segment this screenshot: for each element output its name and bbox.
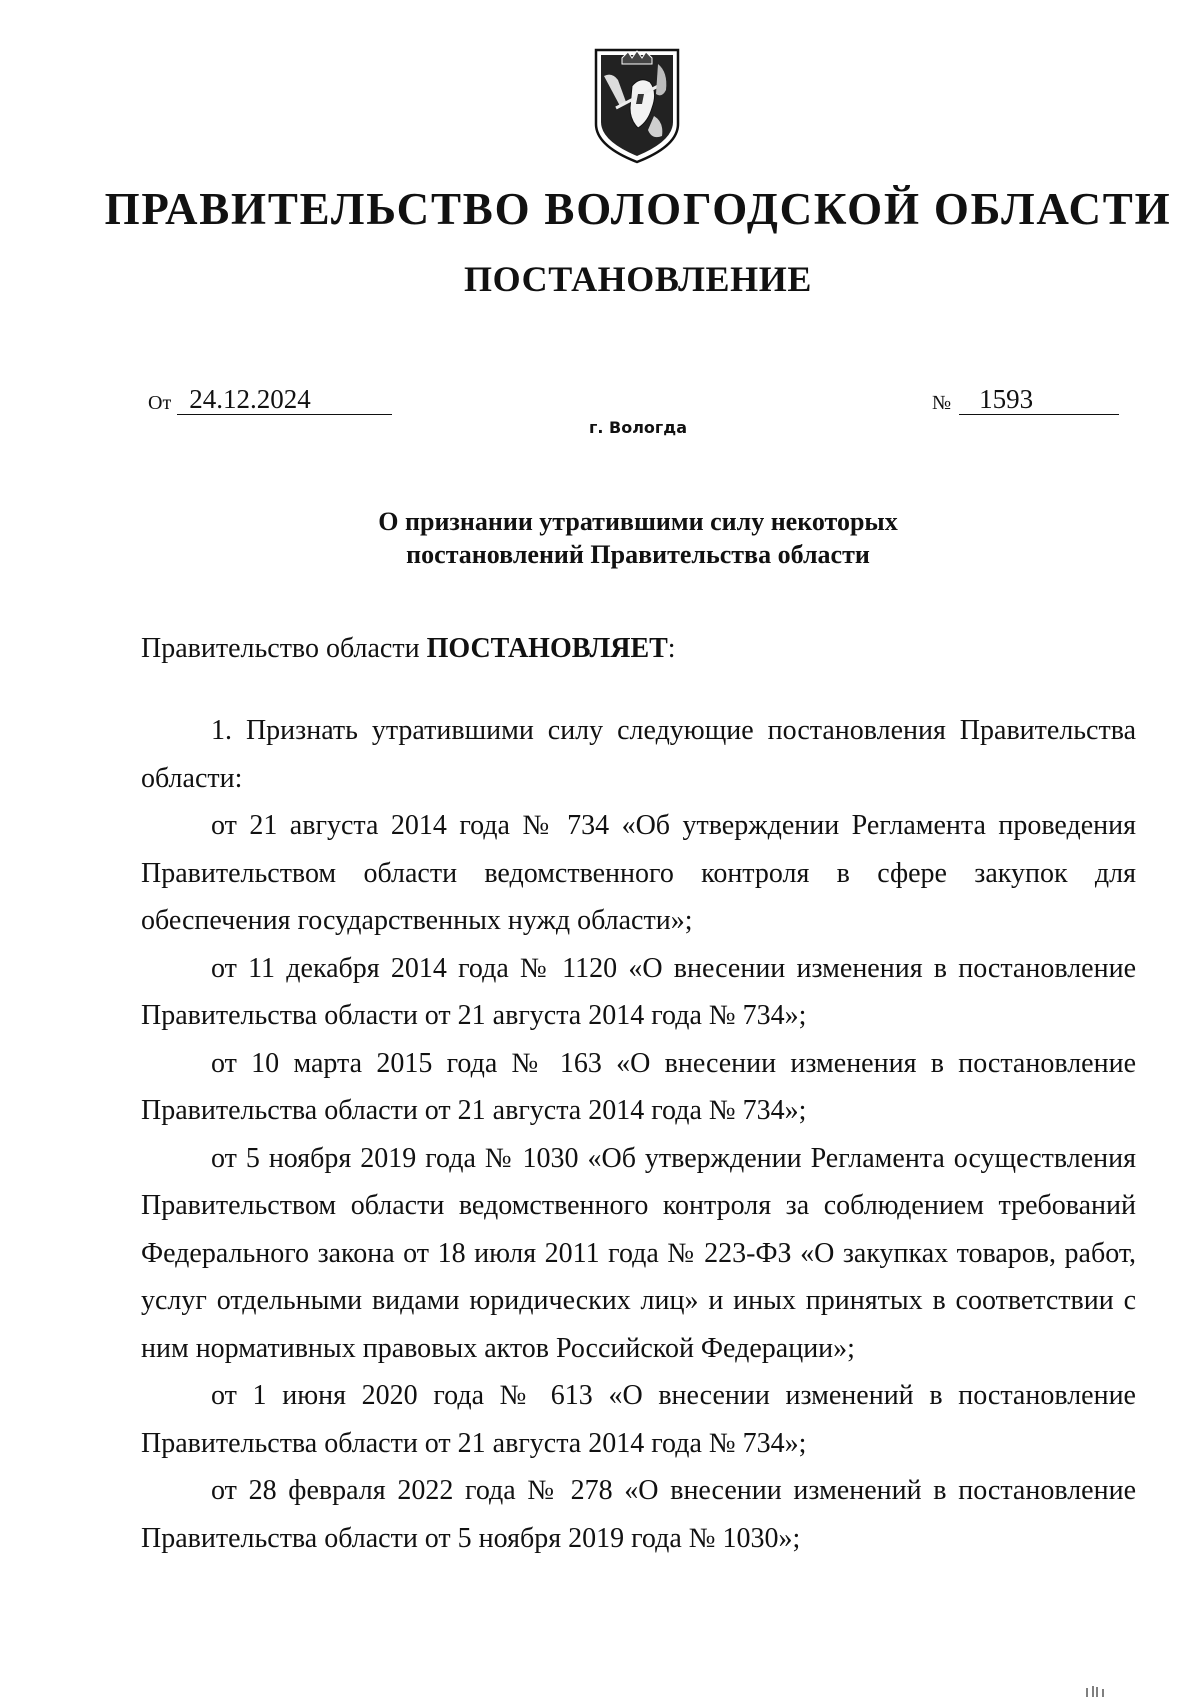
date-field — [148, 384, 392, 415]
preamble — [141, 633, 676, 665]
government-title: ПРАВИТЕЛЬСТВО ВОЛОГОДСКОЙ ОБЛАСТИ — [104, 184, 1172, 234]
document-body — [141, 707, 1136, 1562]
body-paragraph: от 1 июня 2020 года № 613 «О внесении изменений в постановление Правительства области от 21 августа 2014 года № 734»; — [141, 1380, 1136, 1459]
date-value: 24.12.2024 — [177, 384, 392, 415]
scan-mark-icon — [1085, 1684, 1107, 1697]
preamble-keyword: ПОСТАНОВЛЯЕТ — [426, 633, 668, 664]
body-paragraph: от 21 августа 2014 года № 734 «Об утверждении Регламента проведения Правительством области ведомственного контроля в сфере закупок для обеспечения государственных нужд области»; — [141, 810, 1136, 936]
document-type: ПОСТАНОВЛЕНИЕ — [464, 259, 812, 299]
number-value: 1593 — [959, 384, 1119, 415]
coat-of-arms-icon — [592, 46, 682, 166]
body-paragraph: от 11 декабря 2014 года № 1120 «О внесении изменения в постановление Правительства области от 21 августа 2014 года № 734»; — [141, 952, 1136, 1031]
body-paragraph: от 5 ноября 2019 года № 1030 «Об утверждении Регламента осуществления Правительством области ведомственного контроля за соблюдением требований Федерального закона от 18 июля 2011 года № 223-ФЗ «О закупках товаров, работ, услуг отдельными видами юридических лиц» и иных принятых в соответствии с ним нормативных правовых актов Российской Федерации»; — [141, 1142, 1136, 1364]
heading-line-2: постановлений Правительства области — [406, 540, 870, 569]
document-heading — [0, 505, 1200, 571]
body-paragraph: 1. Признать утратившими силу следующие постановления Правительства области: — [141, 715, 1136, 794]
city-label: г. Вологда — [589, 418, 687, 437]
heading-line-1: О признании утратившими силу некоторых — [378, 507, 898, 536]
body-paragraph: от 10 марта 2015 года № 163 «О внесении изменения в постановление Правительства области от 21 августа 2014 года № 734»; — [141, 1047, 1136, 1126]
number-prefix: № — [932, 392, 952, 414]
preamble-text: Правительство области — [141, 633, 427, 664]
body-paragraph: от 28 февраля 2022 года № 278 «О внесении изменений в постановление Правительства области от 5 ноября 2019 года № 1030»; — [141, 1475, 1136, 1554]
preamble-colon: : — [667, 633, 676, 664]
number-field — [932, 384, 1119, 415]
date-prefix: От — [148, 392, 172, 414]
